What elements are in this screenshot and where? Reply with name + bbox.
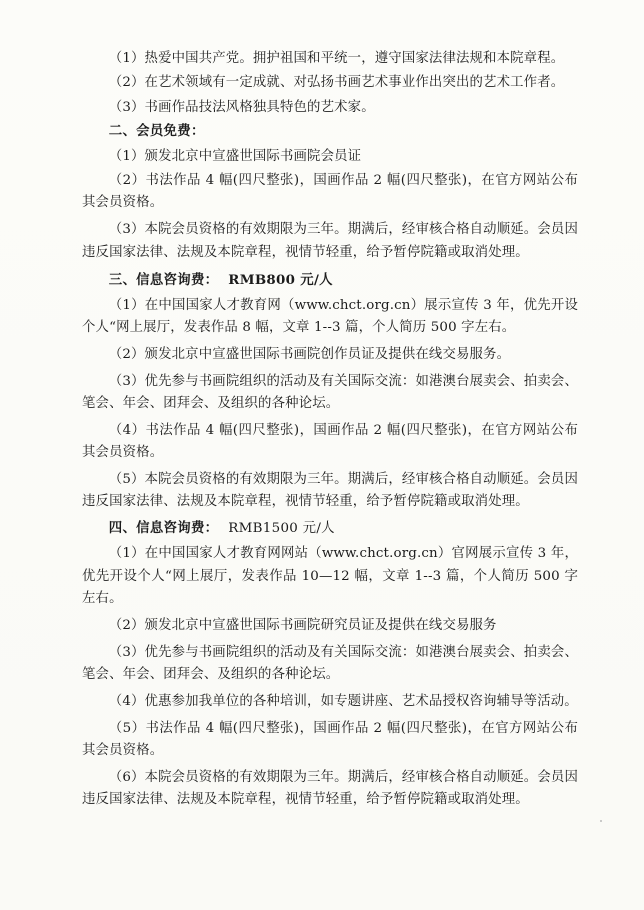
qualification-item-1: （1）热爱中国共产党。拥护祖国和平统一，遵守国家法律法规和本院章程。 (108, 51, 565, 66)
section-2-item-1: （1）颁发北京中宣盛世国际书画院会员证 (108, 148, 362, 164)
section-4-item-2: （2）颁发北京中宣盛世国际书画院研究员证及提供在线交易服务 (108, 617, 497, 633)
section-2-item-2: （2）书法作品 4 幅(四尺整张)，国画作品 2 幅(四尺整张)，在官方网站公布其会员资格。 (82, 173, 578, 211)
scan-speck (600, 820, 602, 822)
section-3-item-2: （2）颁发北京中宣盛世国际书画院创作员证及提供在线交易服务。 (108, 346, 511, 362)
section-heading-3 (82, 269, 578, 292)
section-4-item-3: （3）优先参与书画院组织的活动及有关国际交流：如港澳台展卖会、拍卖会、笔会、年会、团拜会、及组织的各种论坛。 (82, 644, 578, 682)
section-4-item-1: （1）在中国国家人才教育网网站（www.chct.org.cn）官网展示宣传 3 年，优先开设个人“网上展厅，发表作品 10—12 幅，文章 1--3 篇，个人简历 500 字左右。 (82, 546, 578, 606)
section-4-fee: RMB1500 元/人 (228, 521, 335, 537)
section-4-title: 四、信息咨询费： (108, 521, 219, 537)
section-heading-2 (82, 121, 578, 143)
section-3-title: 三、信息咨询费： (108, 272, 219, 288)
section-3-item-1: （1）在中国国家人才教育网（www.chct.org.cn）展示宣传 3 年，优先开设个人“网上展厅，发表作品 8 幅，文章 1--3 篇，个人简历 500 字左右。 (82, 297, 578, 335)
section-2-item-3: （3）本院会员资格的有效期限为三年。期满后，经审核合格自动顺延。会员因违反国家法律、法规及本院章程，视情节轻重，给予暂停院籍或取消处理。 (82, 222, 578, 260)
section-3-item-3: （3）优先参与书画院组织的活动及有关国际交流：如港澳台展卖会、拍卖会、笔会、年会、团拜会、及组织的各种论坛。 (82, 373, 578, 411)
section-2-title: 二、会员免费： (108, 123, 205, 139)
section-4-item-5: （5）书法作品 4 幅(四尺整张)，国画作品 2 幅(四尺整张)，在官方网站公布其会员资格。 (82, 720, 578, 758)
qualification-item-2: （2）在艺术领域有一定成就、对弘扬书画艺术事业作出突出的艺术工作者。 (108, 75, 565, 91)
section-4-item-6: （6）本院会员资格的有效期限为三年。期满后，经审核合格自动顺延。会员因违反国家法律、法规及本院章程，视情节轻重，给予暂停院籍或取消处理。 (82, 769, 578, 808)
section-4-item-4: （4）优惠参加我单位的各种培训，如专题讲座、艺术品授权咨询辅导等活动。 (108, 693, 578, 709)
section-3-item-5: （5）本院会员资格的有效期限为三年。期满后，经审核合格自动顺延。会员因违反国家法律、法规及本院章程，视情节轻重，给予暂停院籍或取消处理。 (82, 472, 578, 510)
section-3-item-4: （4）书法作品 4 幅(四尺整张)，国画作品 2 幅(四尺整张)，在官方网站公布其会员资格。 (82, 422, 578, 461)
section-heading-4 (82, 518, 578, 540)
qualification-item-3: （3）书画作品技法风格独具特色的艺术家。 (108, 99, 375, 115)
section-3-fee: RMB800 元/人 (228, 271, 333, 288)
